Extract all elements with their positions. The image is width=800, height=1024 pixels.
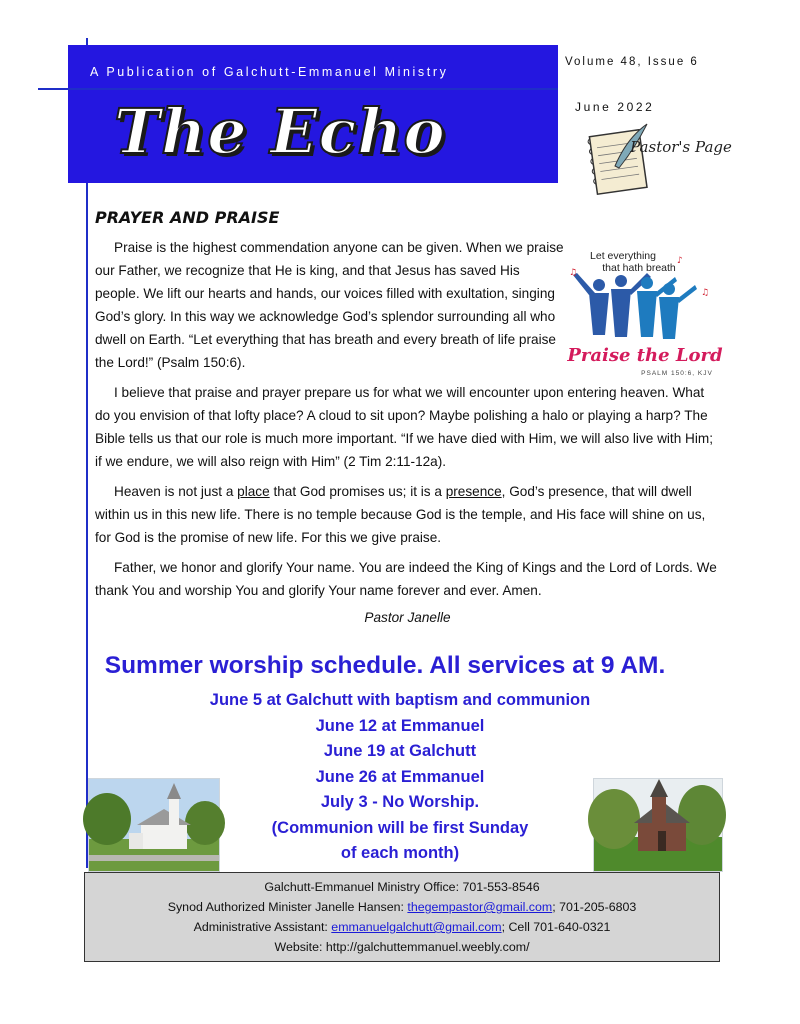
schedule-line: June 12 at Emmanuel bbox=[315, 716, 485, 735]
music-note-icon: ♪ bbox=[677, 256, 683, 266]
schedule-line: June 5 at Galchutt with baptism and communion bbox=[209, 691, 591, 709]
paragraph-2: I believe that praise and prayer prepare us for what we will encounter upon entering heaven. What do you envision of that lofty place? A cloud to sit upon? Maybe polishing a halo or playing a harp? The Bible tells us that our role is much more important. “If we have died with Him, we will also live with Him; if we endure, we will also reign with Him” (2 Tim 2:11-12a). bbox=[95, 385, 713, 469]
signature: Pastor Janelle bbox=[364, 610, 451, 625]
newsletter-title: The Echo bbox=[114, 95, 446, 168]
graphic-reference: PSALM 150:6, KJV bbox=[641, 370, 713, 377]
schedule-line: June 26 at Emmanuel bbox=[315, 767, 485, 786]
underlined-presence: presence bbox=[445, 484, 502, 499]
schedule-line: July 3 - No Worship. bbox=[320, 793, 480, 811]
emmanuel-church-photo bbox=[593, 778, 723, 872]
office-line: Galchutt-Emmanuel Ministry Office: 701-553-8546 bbox=[264, 880, 540, 894]
masthead bbox=[68, 45, 558, 183]
schedule-line: June 19 at Galchutt bbox=[323, 742, 477, 760]
paragraph-1: Praise is the highest commendation anyone can be given. When we praise our Father, we recognize that He is king, and that Jesus has saved His people. We lift our hearts and hands, our voices filled with exultation, singing God’s glory. In this way we acknowledge God’s splendor surrounding all who dwell on Earth. “Let everything that has breath and every breath of life praise the Lord!” (Psalm 150:6). bbox=[95, 240, 564, 370]
minister-line: Synod Authorized Minister Janelle Hansen: thegempastor@gmail.com; 701-205-6803 bbox=[167, 900, 637, 914]
badge-text: Pastor's Page bbox=[630, 138, 732, 156]
graphic-line-2: that hath breath bbox=[602, 262, 676, 274]
volume-issue: Volume 48, Issue 6 bbox=[565, 56, 699, 68]
contact-footer bbox=[84, 872, 720, 962]
schedule-heading: Summer worship schedule. All services at 9 AM. bbox=[104, 652, 666, 679]
notebook-quill-icon bbox=[585, 118, 732, 198]
article-body bbox=[95, 236, 720, 629]
music-note-icon: ♫ bbox=[701, 288, 710, 298]
minister-email-link[interactable]: thegempastor@gmail.com bbox=[407, 900, 553, 914]
music-note-icon: ♫ bbox=[569, 268, 578, 278]
schedule-line: of each month) bbox=[340, 844, 460, 862]
horizontal-rule bbox=[38, 88, 558, 90]
article-heading: PRAYER AND PRAISE bbox=[95, 208, 280, 227]
paragraph-3: Heaven is not just a place that God promises us; it is a presence, God’s presence, that will dwell within us in this new life. There is no temple because God is the temple, and His face will shine on us, for God is the promise of new life. For this we give praise. bbox=[95, 484, 706, 545]
paragraph-4: Father, we honor and glorify Your name. You are indeed the King of Kings and the Lord of Lords. We thank You and worship You and glorify Your name forever and ever. Amen. bbox=[95, 560, 717, 598]
graphic-line-1: Let everything bbox=[590, 250, 656, 262]
assistant-line: Administrative Assistant: emmanuelgalchutt@gmail.com; Cell 701-640-0321 bbox=[193, 920, 611, 934]
pastors-page-badge bbox=[585, 118, 732, 198]
website-line[interactable]: Website: http://galchuttemmanuel.weebly.com/ bbox=[274, 940, 530, 954]
schedule-line: (Communion will be first Sunday bbox=[271, 818, 529, 837]
issue-date: June 2022 bbox=[575, 100, 655, 114]
graphic-script: Praise the Lord bbox=[567, 345, 723, 366]
assistant-email-link[interactable]: emmanuelgalchutt@gmail.com bbox=[331, 920, 502, 934]
galchutt-church-photo bbox=[88, 778, 220, 872]
publication-line: A Publication of Galchutt-Emmanuel Ministry bbox=[90, 65, 449, 79]
underlined-place: place bbox=[237, 484, 270, 499]
